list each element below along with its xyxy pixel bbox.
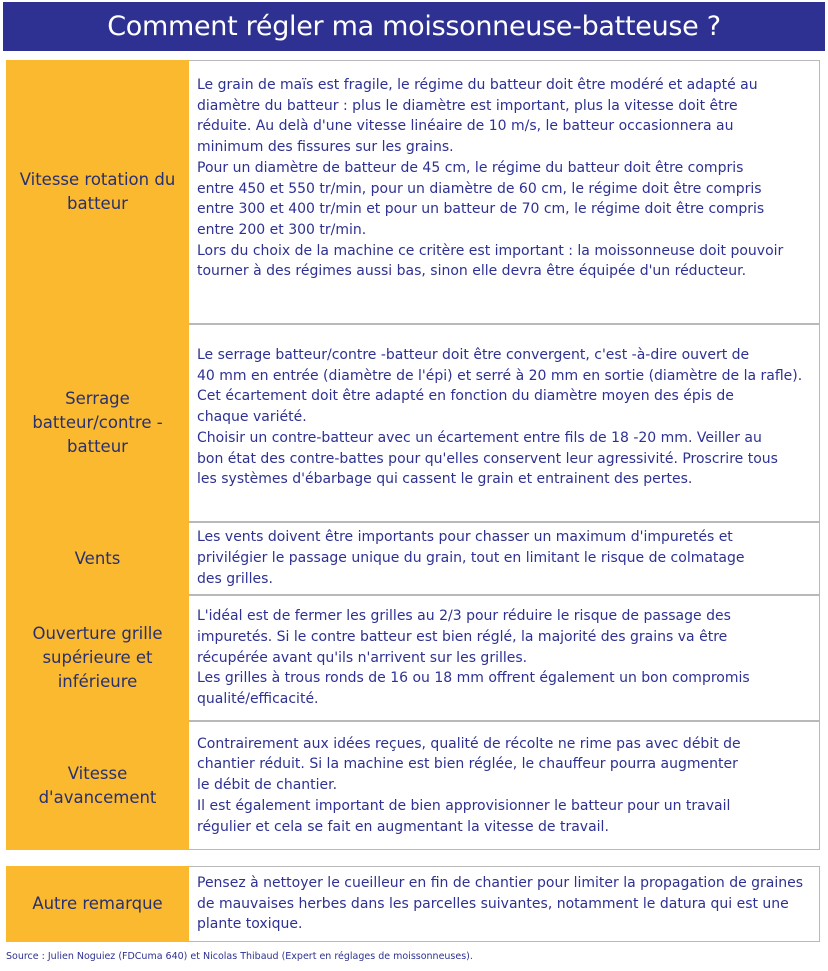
row-label: Vitesse rotation du batteur <box>6 60 189 324</box>
paragraph: L'idéal est de fermer les grilles au 2/3 pour réduire le risque de passage des impuretés. Si le contre batteur est bien réglé, la majorité des grains va être récupérée avant qu'ils n'arrivent sur les grilles. <box>197 608 731 666</box>
paragraph: Il est également important de bien approvisionner le batteur pour un travail régulier et cela se fait en augmentant la vitesse de travail. <box>197 797 731 835</box>
paragraph: Lors du choix de la machine ce critère est important : la moissonneuse doit pouvoir tourner à des régimes aussi bas, sinon elle devra être équipée d'un réducteur. <box>197 242 784 280</box>
table-row-vents <box>6 522 820 595</box>
page-title: Comment régler ma moissonneuse-batteuse ? <box>3 2 825 51</box>
table-row-autre-remarque <box>6 866 820 942</box>
paragraph: Pensez à nettoyer le cueilleur en fin de chantier pour limiter la propagation de graines de mauvaises herbes dans les parcelles suivantes, notamment le datura qui est une plante toxique. <box>197 874 804 933</box>
paragraph: Pour un diamètre de batteur de 45 cm, le régime du batteur doit être compris entre 450 et 550 tr/min, pour un diamètre de 60 cm, le régime doit être compris entre 300 et 400 tr/min et pour un batteur de 70 cm, le régime doit être compris entre 200 et 300 tr/min. <box>197 159 765 238</box>
row-label: Vitesse d'avancement <box>6 721 189 850</box>
row-label: Serrage batteur/contre - batteur <box>6 324 189 522</box>
paragraph: Les vents doivent être importants pour chasser un maximum d'impuretés et privilégier le passage unique du grain, tout en limitant le risque de colmatage des grilles. <box>197 529 745 587</box>
row-content <box>189 60 820 324</box>
row-content <box>189 721 820 850</box>
row-label: Autre remarque <box>6 866 189 942</box>
table-row-vitesse-avancement <box>6 721 820 850</box>
row-content <box>189 866 820 942</box>
table-row-vitesse-rotation <box>6 60 820 324</box>
table-row-serrage <box>6 324 820 522</box>
paragraph: Le grain de maïs est fragile, le régime du batteur doit être modéré et adapté au diamètre du batteur : plus le diamètre est important, plus la vitesse doit être réduite. Au delà d'une vitesse linéaire de 10 m/s, le batteur occasionnera au minimum des fissures sur les grains. <box>197 77 758 156</box>
row-content <box>189 324 820 522</box>
paragraph: Choisir un contre-batteur avec un écartement entre fils de 18 -20 mm. Veiller au bon état des contre-battes pour qu'elles conservent leur agressivité. Proscrire tous les systèmes d'ébarbage qui cassent le grain et entrainent des pertes. <box>197 429 778 488</box>
row-content <box>189 522 820 595</box>
row-label: Vents <box>6 522 189 595</box>
row-content <box>189 595 820 721</box>
table-row-ouverture-grille <box>6 595 820 721</box>
source-note: Source : Julien Noguiez (FDCuma 640) et Nicolas Thibaud (Expert en réglages de moissonneuses). <box>6 951 473 962</box>
paragraph: Le serrage batteur/contre -batteur doit être convergent, c'est -à-dire ouvert de 40 mm en entrée (diamètre de l'épi) et serré à 20 mm en sortie (diamètre de la rafle). Cet écartement doit être adapté en fonction du diamètre moyen des épis de chaque variété. <box>197 347 803 426</box>
row-label: Ouverture grille supérieure et inférieure <box>6 595 189 721</box>
paragraph: Les grilles à trous ronds de 16 ou 18 mm offrent également un bon compromis qualité/efficacité. <box>197 670 750 708</box>
paragraph: Contrairement aux idées reçues, qualité de récolte ne rime pas avec débit de chantier réduit. Si la machine est bien réglée, le chauffeur pourra augmenter le débit de chantier. <box>197 735 741 794</box>
